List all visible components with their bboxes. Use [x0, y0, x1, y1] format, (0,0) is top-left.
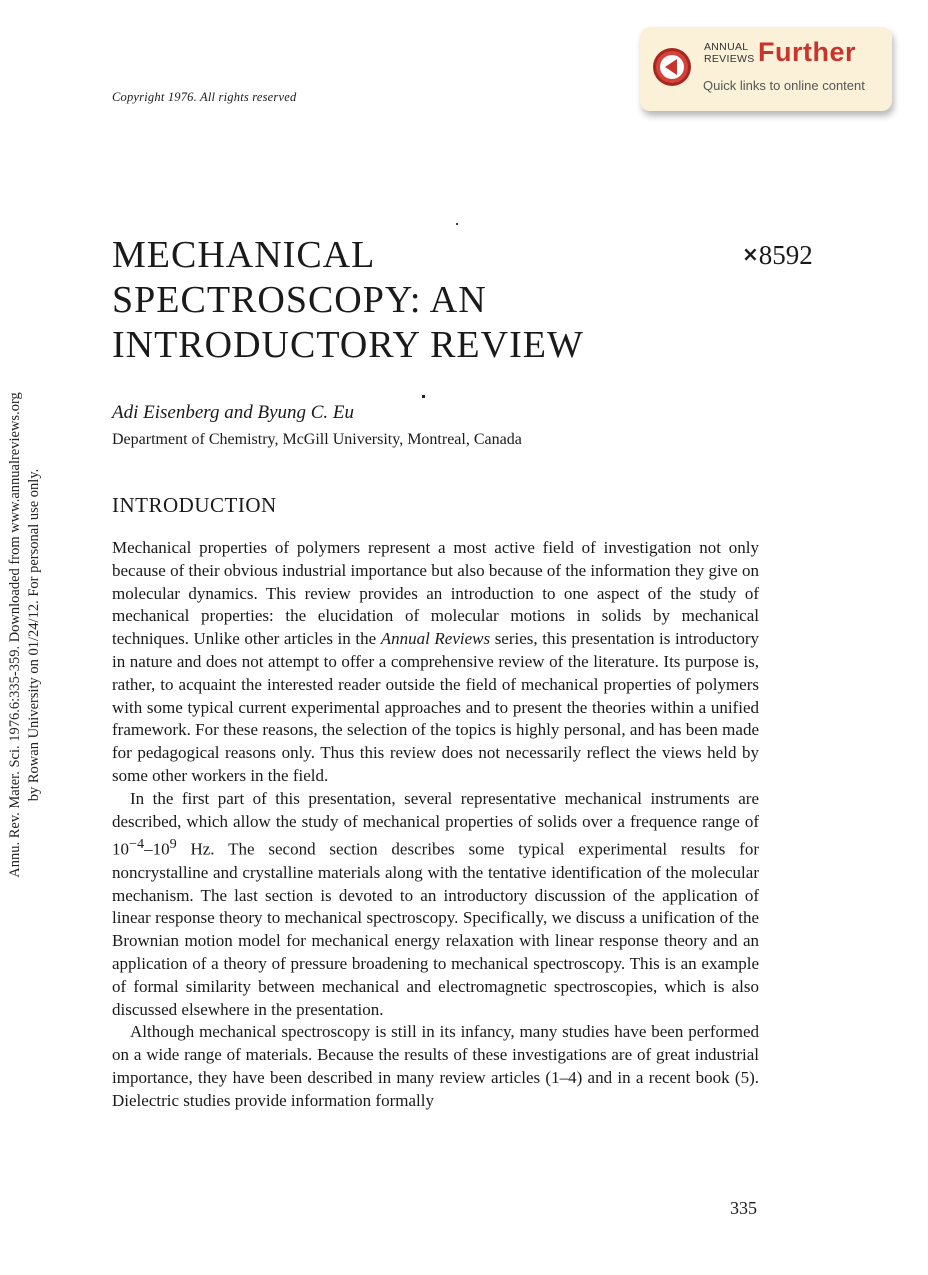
- badge-annual: ANNUAL: [704, 41, 749, 53]
- document-number: [742, 240, 813, 271]
- copyright-notice: Copyright 1976. All rights reserved: [112, 90, 297, 104]
- badge-brand: Further: [758, 37, 856, 67]
- download-watermark: [6, 355, 46, 915]
- badge-reviews: REVIEWS: [704, 53, 755, 65]
- article-title: [112, 233, 584, 368]
- p2-exponent-1: −4: [129, 836, 145, 853]
- paragraph-3: Although mechanical spectroscopy is still in its infancy, many studies have been performed on a wide range of materials. Because the results of these investigations are of great industrial importance, they have been described in many review articles (1–4) and in a recent book (5). Dielectric studies provide information formally: [112, 1022, 759, 1110]
- page-number: 335: [730, 1198, 757, 1218]
- title-line-2: SPECTROSCOPY: AN: [112, 279, 487, 321]
- watermark-line-2: by Rowan University on 01/24/12. For personal use only.: [26, 468, 42, 802]
- further-reviews-badge[interactable]: [640, 27, 892, 111]
- badge-publisher: [704, 41, 755, 65]
- title-line-3: INTRODUCTORY REVIEW: [112, 324, 584, 366]
- doc-number: 8592: [758, 240, 813, 270]
- paragraph-2: [112, 788, 759, 1022]
- affiliation: Department of Chemistry, McGill University, Montreal, Canada: [112, 431, 522, 448]
- p2-text-mid: –10: [144, 840, 170, 860]
- badge-tagline: Quick links to online content: [703, 78, 865, 93]
- print-speck: [456, 223, 458, 225]
- paragraph-1: [112, 537, 759, 788]
- print-speck: [422, 395, 425, 398]
- watermark-line-1: Annu. Rev. Mater. Sci. 1976.6:335-359. Downloaded from www.annualreviews.org: [7, 392, 23, 878]
- article-body: [112, 537, 759, 1113]
- title-line-1: MECHANICAL: [112, 234, 376, 276]
- p1-italic: Annual Reviews: [380, 629, 491, 649]
- p1-text-b: series, this presentation is introductory in nature and does not attempt to offer a comprehensive review of the literature. Its purpose is, rather, to acquaint the interested reader outside the field of mechanical properties of polymers with some typical current experimental approaches and to present the theories within a unified framework. For these reasons, the selection of the topics is highly personal, and has been made for pedagogical reasons only. Thus this review does not necessarily reflect the views held by some other workers in the field.: [112, 629, 759, 785]
- p1-text-a: Mechanical properties of polymers represent a most active field of investigation not only because of their obvious industrial importance but also because of the information they give on molecular dynamics. This review provides an introduction to one aspect of the study of mechanical properties: the elucidation of molecular motions in solids by mechanical techniques. Unlike other articles in the: [112, 538, 759, 649]
- section-heading: INTRODUCTION: [112, 493, 277, 517]
- p2-text-a: In the first part of this presentation, several representative mechanical instruments are described, which allow the study of mechanical properties of solids over a frequence range of 10: [112, 788, 759, 860]
- authors: Adi Eisenberg and Byung C. Eu: [112, 402, 355, 423]
- p2-exponent-2: 9: [169, 836, 177, 853]
- doc-mark: ×: [742, 242, 759, 266]
- play-left-icon[interactable]: [652, 47, 692, 87]
- p2-text-b: Hz. The second section describes some typical experimental results for noncrystalline and crystalline materials along with the tentative identification of the molecular mechanism. The last section is devoted to an introductory discussion of the application of linear response theory to mechanical spectroscopy. Specifically, we discuss a unification of the Brownian motion model for mechanical energy relaxation with linear response theory and an application of a theory of pressure broadening to mechanical spectroscopy. This is an example of formal similarity between mechanical and electromagnetic spectroscopies, which is also discussed elsewhere in the presentation.: [112, 840, 759, 1019]
